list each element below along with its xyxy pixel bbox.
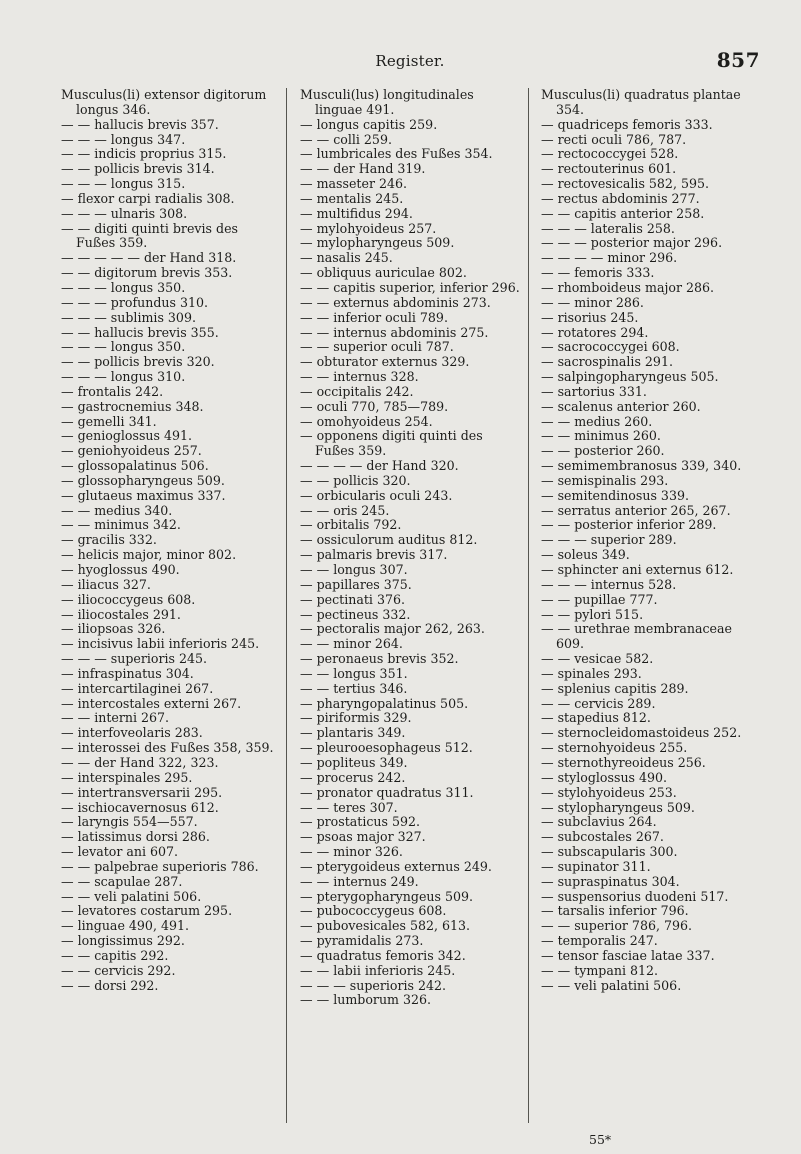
index-entry: — obturator externus 329. [300, 354, 470, 370]
index-entry: — intercartilaginei 267. [61, 680, 214, 696]
index-entry: — iliacus 327. [61, 576, 151, 592]
index-entry: — — der Hand 319. [300, 161, 426, 177]
index-entry: — — indicis proprius 315. [61, 146, 227, 162]
index-entry: — linguae 490, 491. [61, 918, 189, 934]
page-header [60, 48, 760, 78]
index-entry: — soleus 349. [541, 547, 630, 563]
index-entry: — — tertius 346. [300, 680, 408, 696]
index-entry: — — veli palatini 506. [61, 888, 202, 904]
index-entry: — — — superior 289. [541, 532, 677, 548]
index-entry: — — superior oculi 787. [300, 339, 454, 355]
index-entry: — obliquus auriculae 802. [300, 265, 467, 281]
index-entry: — nasalis 245. [300, 250, 393, 266]
index-entry: — masseter 246. [300, 176, 408, 192]
signature-mark: 55* [589, 1132, 612, 1147]
index-entry: — pharyngopalatinus 505. [300, 695, 469, 711]
index-entry: — latissimus dorsi 286. [61, 829, 210, 845]
index-entry: — — — — minor 296. [541, 250, 678, 266]
index-entry: — piriformis 329. [300, 710, 412, 726]
index-entry: — sacrospinalis 291. [541, 354, 673, 370]
index-entry: — gracilis 332. [61, 532, 157, 548]
running-title: Register. [375, 52, 445, 70]
index-entry: — — pollicis brevis 320. [61, 354, 215, 370]
index-entry: — salpingopharyngeus 505. [541, 369, 719, 385]
index-entry: — rotatores 294. [541, 324, 649, 340]
index-entry: — quadriceps femoris 333. [541, 116, 713, 132]
index-entry: — frontalis 242. [61, 383, 164, 399]
index-entry: — intertransversarii 295. [61, 784, 223, 800]
index-entry: — oculi 770, 785—789. [300, 398, 449, 414]
index-entry: — — tympani 812. [541, 962, 659, 978]
index-entry: — geniohyoideus 257. [61, 443, 202, 459]
index-entry: — supraspinatus 304. [541, 873, 680, 889]
index-entry: — pyramidalis 273. [300, 933, 424, 949]
index-entry: — — — superioris 245. [61, 651, 208, 667]
index-entry: — — urethrae membranaceae 609. [541, 621, 732, 652]
index-column-1 [61, 88, 281, 993]
index-entry: — rectus abdominis 277. [541, 190, 700, 206]
index-entry: — — externus abdominis 273. [300, 294, 491, 310]
index-entry: — infraspinatus 304. [61, 665, 194, 681]
index-entry: — — longus 307. [300, 562, 408, 577]
index-entry: — — der Hand 322, 323. [61, 754, 219, 770]
index-entry: — suspensorius duodeni 517. [541, 888, 729, 904]
index-entry: — plantaris 349. [300, 725, 406, 741]
index-entry: — — hallucis brevis 355. [61, 324, 219, 340]
index-entry: — pubococcygeus 608. [300, 903, 447, 919]
index-entry: — pectineus 332. [300, 606, 411, 622]
index-entry: — longus capitis 259. [300, 116, 438, 132]
index-entry: — sacrococcygei 608. [541, 339, 680, 355]
index-entry: — tensor fasciae latae 337. [541, 947, 715, 963]
index-entry: — stylopharyngeus 509. [541, 799, 695, 815]
index-entry: — prostaticus 592. [300, 814, 421, 830]
index-entry: — omohyoideus 254. [300, 413, 433, 429]
index-entry: — sternothyreoideus 256. [541, 754, 706, 770]
index-entry: — risorius 245. [541, 309, 639, 325]
index-entry: — subclavius 264. [541, 814, 657, 830]
index-entry: — tarsalis inferior 796. [541, 903, 689, 919]
index-entry: — sternocleidomastoideus 252. [541, 725, 742, 741]
page-number: 857 [716, 48, 760, 72]
index-entry: — — — lateralis 258. [541, 220, 675, 236]
index-entry: — interfoveolaris 283. [61, 725, 203, 741]
index-entry: — orbicularis oculi 243. [300, 487, 453, 503]
index-entry: — — medius 340. [61, 502, 173, 518]
index-entry: — — teres 307. [300, 799, 398, 815]
index-entry: — — minimus 342. [61, 517, 181, 533]
index-entry: — occipitalis 242. [300, 383, 414, 399]
index-entry: — semimembranosus 339, 340. [541, 458, 742, 474]
index-entry: — genioglossus 491. [61, 428, 193, 444]
index-entry: — — medius 260. [541, 413, 653, 429]
index-entry: — gastrocnemius 348. [61, 398, 204, 414]
index-entry: — — — longus 347. [61, 131, 186, 147]
index-entry: — stylohyoideus 253. [541, 784, 677, 800]
index-entry: — interossei des Fußes 358, 359. [61, 740, 274, 756]
index-entry: — incisivus labii inferioris 245. [61, 636, 260, 652]
index-entry: — laryngis 554—557. [61, 814, 198, 830]
index-entry: — — — longus 350. [61, 279, 186, 295]
index-entry: — — — posterior major 296. [541, 235, 723, 251]
index-column-2 [300, 88, 520, 1008]
index-entry: — popliteus 349. [300, 754, 408, 770]
index-entry: — — — profundus 310. [61, 294, 209, 310]
index-entry: — — longus 351. [300, 665, 408, 681]
index-entry: — — capitis 292. [61, 947, 169, 963]
index-entry: — procerus 242. [300, 769, 406, 785]
index-entry: — — minor 326. [300, 844, 403, 860]
index-entry: — subscapularis 300. [541, 844, 678, 860]
index-entry: — — — — der Hand 320. [300, 458, 459, 474]
index-entry: — — — longus 310. [61, 369, 186, 385]
index-entry: — hyoglossus 490. [61, 562, 180, 577]
index-entry: — psoas major 327. [300, 829, 426, 845]
index-entry: — sartorius 331. [541, 383, 647, 399]
index-entry: — — minor 286. [541, 294, 644, 310]
index-entry: — — oris 245. [300, 502, 390, 518]
index-entry: — spinales 293. [541, 665, 642, 681]
index-entry: — opponens digiti quinti des Fußes 359. [300, 428, 483, 459]
index-entry: — — scapulae 287. [61, 873, 183, 889]
index-entry: — — lumborum 326. [300, 992, 432, 1008]
index-entry: — — hallucis brevis 357. [61, 116, 219, 132]
index-entry: — temporalis 247. [541, 933, 658, 949]
index-entry: Musculus(li) quadratus plantae 354. [541, 87, 741, 117]
index-entry: — — palpebrae superioris 786. [61, 858, 259, 874]
index-entry: — ossiculorum auditus 812. [300, 532, 478, 548]
index-entry: — semitendinosus 339. [541, 487, 689, 503]
index-entry: — — — sublimis 309. [61, 309, 196, 325]
index-column-3 [541, 88, 761, 993]
index-entry: — — posterior 260. [541, 443, 665, 459]
index-entry: — mentalis 245. [300, 190, 404, 206]
index-entry: — — pollicis brevis 314. [61, 161, 215, 177]
index-entry: — sphincter ani externus 612. [541, 562, 734, 577]
index-entry: — — minor 264. [300, 636, 403, 652]
index-entry: — — cervicis 292. [61, 962, 176, 978]
index-entry: — — capitis anterior 258. [541, 205, 705, 221]
index-entry: — semispinalis 293. [541, 472, 669, 488]
index-entry: — longissimus 292. [61, 933, 185, 949]
index-entry: — pectoralis major 262, 263. [300, 621, 485, 637]
index-entry: — pleurooesophageus 512. [300, 740, 473, 756]
index-entry: — — pupillae 777. [541, 591, 658, 607]
index-entry: — orbitalis 792. [300, 517, 402, 533]
index-entry: — — — longus 350. [61, 339, 186, 355]
index-entry: — gemelli 341. [61, 413, 157, 429]
index-entry: — iliocostales 291. [61, 606, 181, 622]
index-entry: — papillares 375. [300, 576, 412, 592]
index-entry: — — digitorum brevis 353. [61, 265, 233, 281]
index-entry: — — veli palatini 506. [541, 977, 682, 993]
index-entry: — iliopsoas 326. [61, 621, 166, 637]
index-entry: — rectococcygei 528. [541, 146, 679, 162]
index-entry: — recti oculi 786, 787. [541, 131, 687, 147]
index-entry: — splenius capitis 289. [541, 680, 689, 696]
index-entry: — — digiti quinti brevis des Fußes 359. [61, 220, 238, 251]
index-entry: — interspinales 295. [61, 769, 193, 785]
index-entry: — ischiocavernosus 612. [61, 799, 219, 815]
index-entry: — glossopalatinus 506. [61, 458, 209, 474]
index-entry: Musculus(li) extensor digitorum longus 346. [61, 87, 267, 117]
index-entry: — — dorsi 292. [61, 977, 159, 993]
index-entry: — — internus 328. [300, 369, 419, 385]
index-entry: — — pylori 515. [541, 606, 644, 622]
index-entry: — — — longus 315. [61, 176, 186, 192]
index-entry: — — superior 786, 796. [541, 918, 693, 934]
index-entry: — — colli 259. [300, 131, 392, 147]
index-entry: — — internus abdominis 275. [300, 324, 489, 340]
index-entry: — — — superioris 242. [300, 977, 447, 993]
index-entry: — — capitis superior, inferior 296. [300, 279, 520, 295]
index-entry: — — cervicis 289. [541, 695, 656, 711]
index-entry: — — — — — der Hand 318. [61, 250, 237, 266]
index-entry: — — interni 267. [61, 710, 170, 726]
index-entry: — styloglossus 490. [541, 769, 668, 785]
index-entry: — mylopharyngeus 509. [300, 235, 455, 251]
index-entry: — — internus 249. [300, 873, 419, 889]
index-entry: — subcostales 267. [541, 829, 664, 845]
index-entry: — — vesicae 582. [541, 651, 654, 667]
index-entry: — — — ulnaris 308. [61, 205, 188, 221]
index-entry: — — pollicis 320. [300, 472, 411, 488]
index-entry: — rhomboideus major 286. [541, 279, 715, 295]
index-entry: — scalenus anterior 260. [541, 398, 701, 414]
index-entry: — intercostales externi 267. [61, 695, 242, 711]
index-entry: — — inferior oculi 789. [300, 309, 448, 325]
column-divider [528, 88, 529, 1123]
index-entry: — rectouterinus 601. [541, 161, 677, 177]
index-entry: Musculi(lus) longitudinales linguae 491. [300, 87, 474, 117]
index-entry: — pterygopharyngeus 509. [300, 888, 474, 904]
index-entry: — mylohyoideus 257. [300, 220, 437, 236]
index-entry: — — labii inferioris 245. [300, 962, 456, 978]
index-entry: — — — internus 528. [541, 576, 677, 592]
index-entry: — stapedius 812. [541, 710, 651, 726]
column-divider [286, 88, 287, 1123]
index-entry: — glossopharyngeus 509. [61, 472, 225, 488]
index-entry: — pterygoideus externus 249. [300, 858, 492, 874]
index-entry: — sternohyoideus 255. [541, 740, 688, 756]
index-entry: — pronator quadratus 311. [300, 784, 474, 800]
index-entry: — levator ani 607. [61, 844, 179, 860]
index-entry: — iliococcygeus 608. [61, 591, 196, 607]
index-entry: — lumbricales des Fußes 354. [300, 146, 493, 162]
index-entry: — flexor carpi radialis 308. [61, 190, 235, 206]
index-entry: — multifidus 294. [300, 205, 413, 221]
index-entry: — serratus anterior 265, 267. [541, 502, 731, 518]
index-entry: — levatores costarum 295. [61, 903, 233, 919]
index-entry: — — posterior inferior 289. [541, 517, 717, 533]
index-entry: — pectinati 376. [300, 591, 406, 607]
index-entry: — quadratus femoris 342. [300, 947, 466, 963]
index-entry: — peronaeus brevis 352. [300, 651, 459, 667]
index-entry: — — minimus 260. [541, 428, 661, 444]
index-entry: — rectovesicalis 582, 595. [541, 176, 709, 192]
index-entry: — glutaeus maximus 337. [61, 487, 226, 503]
index-entry: — palmaris brevis 317. [300, 547, 448, 563]
index-entry: — supinator 311. [541, 858, 651, 874]
index-entry: — — femoris 333. [541, 265, 655, 281]
index-entry: — helicis major, minor 802. [61, 547, 237, 563]
index-entry: — pubovesicales 582, 613. [300, 918, 471, 934]
